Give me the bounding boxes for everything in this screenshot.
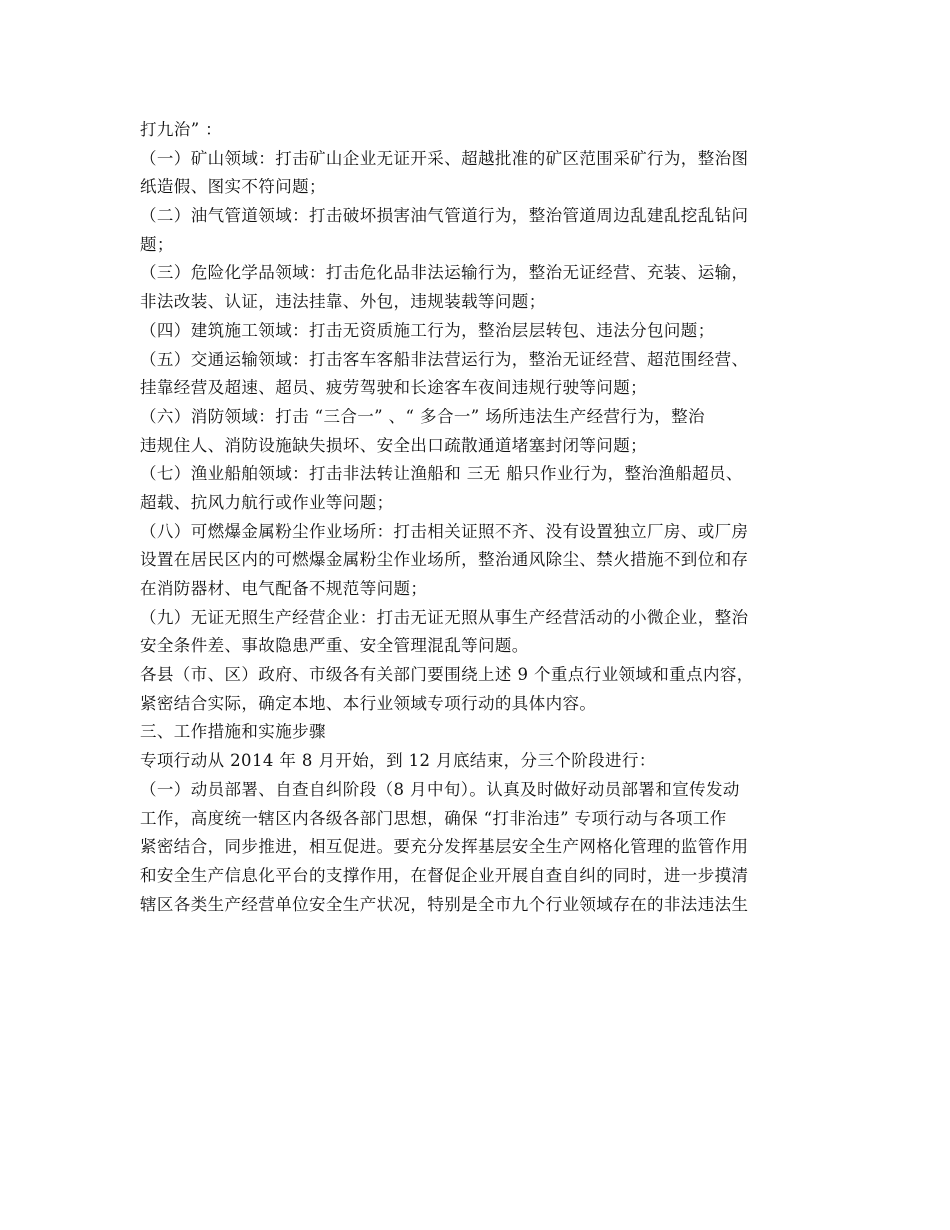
text-line: （八）可燃爆金属粉尘作业场所：打击相关证照不齐、没有设置独立厂房、或厂房	[140, 521, 749, 541]
section-heading: 三、工作措施和实施步骤	[140, 722, 326, 742]
text-line: （五）交通运输领域：打击客车客船非法营运行为，整治无证经营、超范围经营、	[140, 349, 749, 369]
text-line: （七）渔业船舶领域：打击非法转让渔船和 三无 船只作业行为，整治渔船超员、	[140, 464, 743, 484]
text-line: 非法改装、认证，违法挂靠、外包，违规装载等问题；	[140, 292, 546, 312]
text-line: 工作，高度统一辖区内各级各部门思想，确保 “打非治违” 专项行动与各项工作	[140, 808, 727, 828]
text-line: 在消防器材、电气配备不规范等问题；	[140, 579, 428, 598]
text-line: 违规住人、消防设施缺失损坏、安全出口疏散通道堵塞封闭等问题；	[140, 435, 647, 455]
text-line: （二）油气管道领域：打击破坏损害油气管道行为，整治管道周边乱建乱挖乱钻问	[140, 206, 749, 226]
text-line: 紧密结合，同步推进，相互促进。要充分发挥基层安全生产网格化管理的监管作用	[140, 837, 749, 857]
text-line: 题；	[140, 234, 174, 254]
text-line: 挂靠经营及超速、超员、疲劳驾驶和长途客车夜间违规行驶等问题；	[140, 378, 647, 398]
text-line: 打九治” ：	[140, 120, 223, 139]
text-line: 辖区各类生产经营单位安全生产状况，特别是全市九个行业领域存在的非法违法生	[140, 894, 749, 914]
text-line: （九）无证无照生产经营企业：打击无证无照从事生产经营活动的小微企业，整治	[140, 607, 749, 627]
text-line: （六）消防领域：打击 “三合一” 、“ 多合一” 场所违法生产经营行为，整治	[140, 406, 705, 426]
text-line: 超载、抗风力航行或作业等问题；	[140, 492, 394, 512]
text-line: 设置在居民区内的可燃爆金属粉尘作业场所，整治通风除尘、禁火措施不到位和存	[140, 550, 749, 570]
text-line: （四）建筑施工领域：打击无资质施工行为，整治层层转包、违法分包问题；	[140, 320, 715, 340]
text-line: （三）危险化学品领域：打击危化品非法运输行为，整治无证经营、充装、运输，	[140, 263, 749, 283]
text-line: 纸造假、图实不符问题；	[140, 177, 326, 197]
text-line: 专项行动从 2014 年 8 月开始，到 12 月底结束，分三个阶段进行：	[140, 751, 656, 771]
text-line: 各县（市、区）政府、市级各有关部门要围绕上述 9 个重点行业领域和重点内容，	[140, 665, 754, 685]
text-line: 紧密结合实际，确定本地、本行业领域专项行动的具体内容。	[140, 693, 597, 713]
text-line: 安全条件差、事故隐患严重、安全管理混乱等问题。	[140, 636, 529, 656]
document-body	[140, 116, 820, 919]
text-line: 和安全生产信息化平台的支撑作用，在督促企业开展自查自纠的同时，进一步摸清	[140, 865, 749, 885]
text-line: （一）动员部署、自查自纠阶段（8 月中旬）。认真及时做好动员部署和宣传发动	[140, 779, 740, 799]
text-line: （一）矿山领域：打击矿山企业无证开采、超越批准的矿区范围采矿行为，整治图	[140, 148, 749, 168]
